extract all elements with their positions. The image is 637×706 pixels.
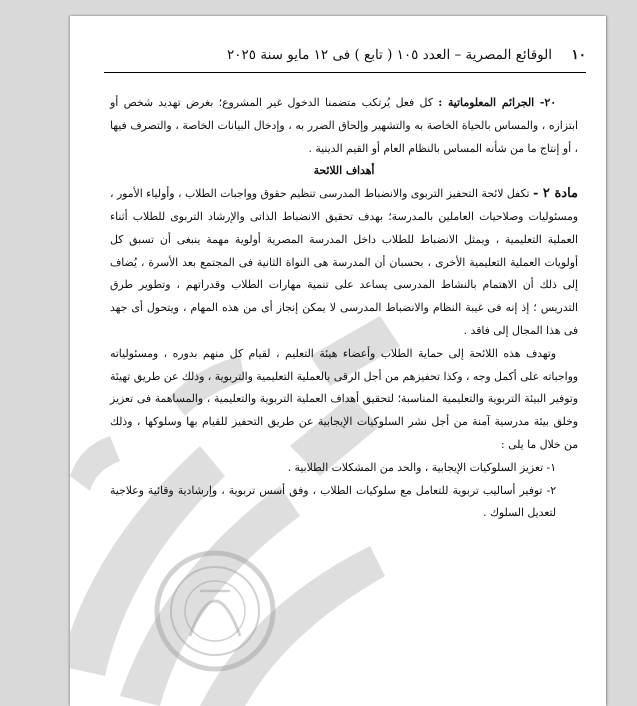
section-heading: أهداف اللائحة bbox=[313, 164, 375, 178]
gazette-title: الوقائع المصرية – العدد ١٠٥ ( تابع ) فى ١٢ مايو سنة ٢٠٢٥ bbox=[227, 47, 552, 63]
page-number: ١٠ bbox=[571, 47, 586, 63]
article-2-paragraph-2: وتهدف هذه اللائحة إلى حماية الطلاب وأعضاء هيئة التعليم ، لقيام كل منهم بدوره ، ومسئولياته وواجباته على أكمل وجه ، وكذا تحفيزهم من أجل الرقى بالعملية التعليمية والتربوية ، وذلك عن طريق تهيئة وتوفير البيئة التربوية والتعليمية المناسبة؛ لتحقيق أهداف العملية التربوية والتعليمية ، والمساهمة فى تعزيز وخلق بيئة مدرسية آمنة من أجل نشر السلوكيات الإيجابية عن طريق التحفيز للقيام بها وسلوكها ، وذلك من خلال ما يلى : bbox=[110, 346, 578, 451]
list-item: ٢- توفير أساليب تربوية للتعامل مع سلوكيات الطلاب ، وفق أسس تربوية ، وإرشادية وقائية وعلاجية لتعديل السلوك . bbox=[110, 483, 556, 520]
header-divider bbox=[104, 72, 586, 73]
document-page bbox=[70, 16, 606, 706]
page-header bbox=[104, 44, 586, 66]
document-body bbox=[110, 92, 578, 525]
article-2-label: مادة ٢ - bbox=[532, 186, 579, 202]
article-2-paragraph-1-text: تكفل لائحة التحفيز التربوى والانضباط المدرسى تنظيم حقوق وواجبات الطلاب ، وأولياء الأمور ، ومسئوليات وصلاحيات العاملين بالمدرسة؛ بهدف تحقيق الانضباط الذاتى والإرشاد التربوى للطلاب أثناء العملية التعليمية ، ويمثل الانضباط للطلاب داخل المدرسة المصرية أولوية مهمة ينبغى أن تسبق كل أولويات العملية التعليمية الأخرى ، بحسبان أن المدرسة هى النواة الثانية فى المجتمع بعد الأسرة ، يُضاف إلى ذلك أن الاهتمام بالنشاط المدرسى يساعد على تنمية مهارات الطلاب وقدراتهم ، وتطوير طرق التدريس ؛ إذ إنه فى غيبة النظام والانضباط المدرسى لا يمكن إنجاز أى من هذه المهام ، ويتحول أى جهد فى هذا المجال إلى فاقد . bbox=[110, 187, 578, 337]
list-item: ١- تعزيز السلوكيات الإيجابية ، والحد من المشكلات الطلابية . bbox=[287, 460, 556, 474]
article-2-paragraph-1 bbox=[110, 183, 578, 343]
clause-20 bbox=[110, 92, 578, 160]
clause-20-text: كل فعل يُرتكب متضمنا الدخول غير المشروع؛ بغرض تهديد شخص أو ابتزازه ، والمساس بالحياة الخاصة به والتشهير وإلحاق الضرر به ، وإدخال البيانات الخاصة ، والتصرف فيها ، أو إنتاج ما من شأنه المساس بالنظام العام أو القيم الدينية . bbox=[110, 96, 578, 155]
clause-20-label: ٢٠- الجرائم المعلوماتية : bbox=[438, 96, 557, 109]
